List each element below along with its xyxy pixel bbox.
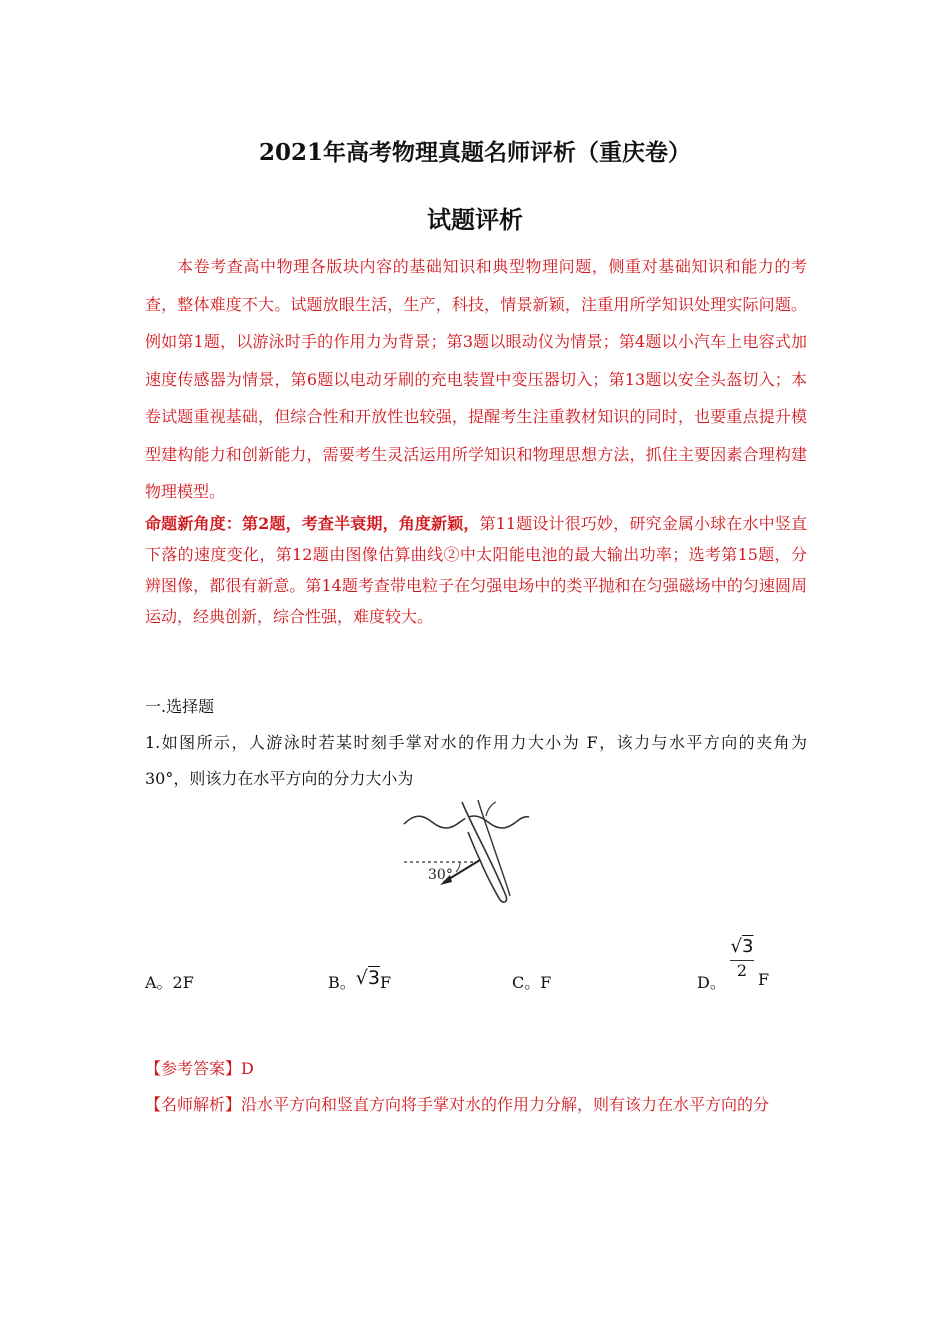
new-angle-text: 第11题设计很巧妙，研究金属小球在水中竖直下落的速度变化，第12题由图像估算曲线②中太阳能电池的最大输出功率；选考第15题，分辨图像，都很有新意。第14题考查带电粒子在匀强电场中的类平抛和在匀强磁场中的匀速圆周运动，经典创新，综合性强，难度较大。 bbox=[145, 514, 807, 626]
option-d-denominator: 2 bbox=[736, 961, 748, 980]
analysis-text: 沿水平方向和竖直方向将手掌对水的作用力分解，则有该力在水平方向的分 bbox=[241, 1095, 770, 1114]
answer-value: D bbox=[241, 1059, 254, 1078]
option-d-fraction bbox=[727, 936, 757, 980]
option-d-root: 3 bbox=[742, 936, 754, 957]
new-angle-paragraph bbox=[145, 508, 807, 632]
document-subtitle: 试题评析 bbox=[427, 205, 523, 234]
option-d-numerator: √3 bbox=[730, 936, 754, 957]
option-d[interactable]: D。 bbox=[697, 973, 726, 992]
answer-tag: 【参考答案】 bbox=[145, 1059, 242, 1078]
question-1-text-line2: 30°，则该力在水平方向的分力大小为 bbox=[145, 769, 414, 788]
option-b-suffix: F bbox=[379, 973, 392, 992]
reference-answer bbox=[145, 1056, 254, 1079]
angle-label: 30° bbox=[428, 867, 453, 883]
option-c[interactable]: C。F bbox=[512, 973, 552, 992]
section-heading: 一.选择题 bbox=[145, 697, 215, 716]
intro-paragraph: 本卷考查高中物理各版块内容的基础知识和典型物理问题，侧重对基础知识和能力的考查，整体难度不大。试题放眼生活，生产，科技，情景新颖，注重用所学知识处理实际问题。例如第1题，以游泳时手的作用力为背景；第3题以眼动仪为情景；第4题以小汽车上电容式加速度传感器为情景，第6题以电动牙刷的充电装置中变压器切入；第13题以安全头盔切入；本卷试题重视基础，但综合性和开放性也较强，提醒考生注重教材知识的同时，也要重点提升模型建构能力和创新能力，需要考生灵活运用所学知识和物理思想方法，抓住主要因素合理构建物理模型。 bbox=[145, 257, 807, 501]
new-angle-lead: 命题新角度：第2题，考查半衰期，角度新颖， bbox=[145, 514, 480, 533]
swimming-hand-figure bbox=[402, 796, 530, 908]
analysis-tag: 【名师解析】 bbox=[145, 1095, 242, 1114]
teacher-analysis bbox=[145, 1092, 807, 1115]
option-b-root: 3 bbox=[367, 967, 380, 989]
option-a[interactable]: A。2F bbox=[145, 973, 194, 992]
option-b-prefix: B。 bbox=[328, 973, 356, 992]
sqrt-symbol: √3 bbox=[355, 967, 380, 989]
option-b[interactable] bbox=[328, 967, 392, 993]
document-title: 2021年高考物理真题名师评析（重庆卷） bbox=[258, 139, 691, 166]
option-d-suffix: F bbox=[758, 970, 770, 989]
question-1-text-line1: 1.如图所示，人游泳时若某时刻手掌对水的作用力大小为 F，该力与水平方向的夹角为 bbox=[145, 733, 807, 752]
